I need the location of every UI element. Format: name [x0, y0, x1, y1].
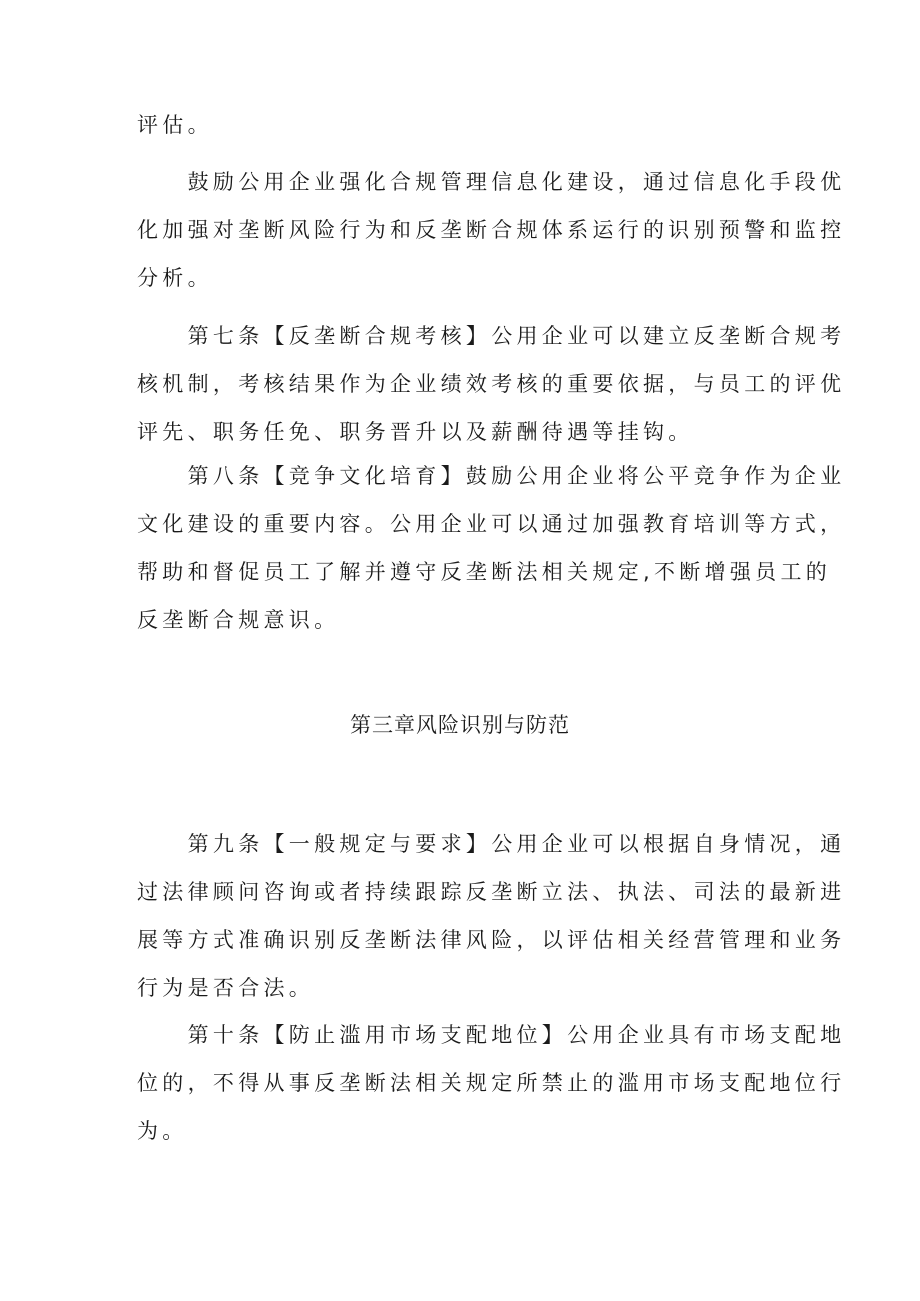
paragraph-line: 评估。 [137, 113, 213, 137]
paragraph-line: 行为是否合法。 [137, 976, 315, 1000]
paragraph-informatization [137, 158, 846, 302]
paragraph-line: 化加强对垄断风险行为和反垄断合规体系运行的识别预警和监控 [137, 218, 846, 242]
paragraph-line: 位的，不得从事反垄断法相关规定所禁止的滥用市场支配地位行 [137, 1071, 846, 1095]
paragraph-line: 过法律顾问咨询或者持续跟踪反垄断立法、执法、司法的最新进 [137, 880, 846, 904]
article-8 [137, 452, 846, 644]
article-7 [137, 312, 846, 456]
paragraph-continuation [137, 101, 787, 149]
paragraph-line: 评先、职务任免、职务晋升以及薪酬待遇等挂钩。 [137, 420, 694, 444]
paragraph-line: 文化建设的重要内容。公用企业可以通过加强教育培训等方式， [137, 512, 846, 536]
paragraph-line: 第九条【一般规定与要求】公用企业可以根据自身情况，通 [137, 832, 846, 856]
paragraph-line: 展等方式准确识别反垄断法律风险，以评估相关经营管理和业务 [137, 928, 846, 952]
article-10 [137, 1011, 846, 1155]
paragraph-line: 第七条【反垄断合规考核】公用企业可以建立反垄断合规考 [137, 324, 846, 348]
paragraph-line: 第十条【防止滥用市场支配地位】公用企业具有市场支配地 [137, 1023, 846, 1047]
paragraph-line: 第八条【竞争文化培育】鼓励公用企业将公平竞争作为企业 [137, 464, 846, 488]
paragraph-line: 帮助和督促员工了解并遵守反垄断法相关规定,不断增强员工的 [137, 560, 832, 584]
paragraph-line: 鼓励公用企业强化合规管理信息化建设，通过信息化手段优 [137, 170, 846, 194]
paragraph-line: 反垄断合规意识。 [137, 608, 340, 632]
paragraph-line: 分析。 [137, 266, 213, 290]
article-9 [137, 820, 846, 1012]
paragraph-line: 核机制，考核结果作为企业绩效考核的重要依据，与员工的评优 [137, 372, 846, 396]
chapter-heading: 第三章风险识别与防范 [350, 713, 570, 737]
paragraph-line: 为。 [137, 1119, 188, 1143]
